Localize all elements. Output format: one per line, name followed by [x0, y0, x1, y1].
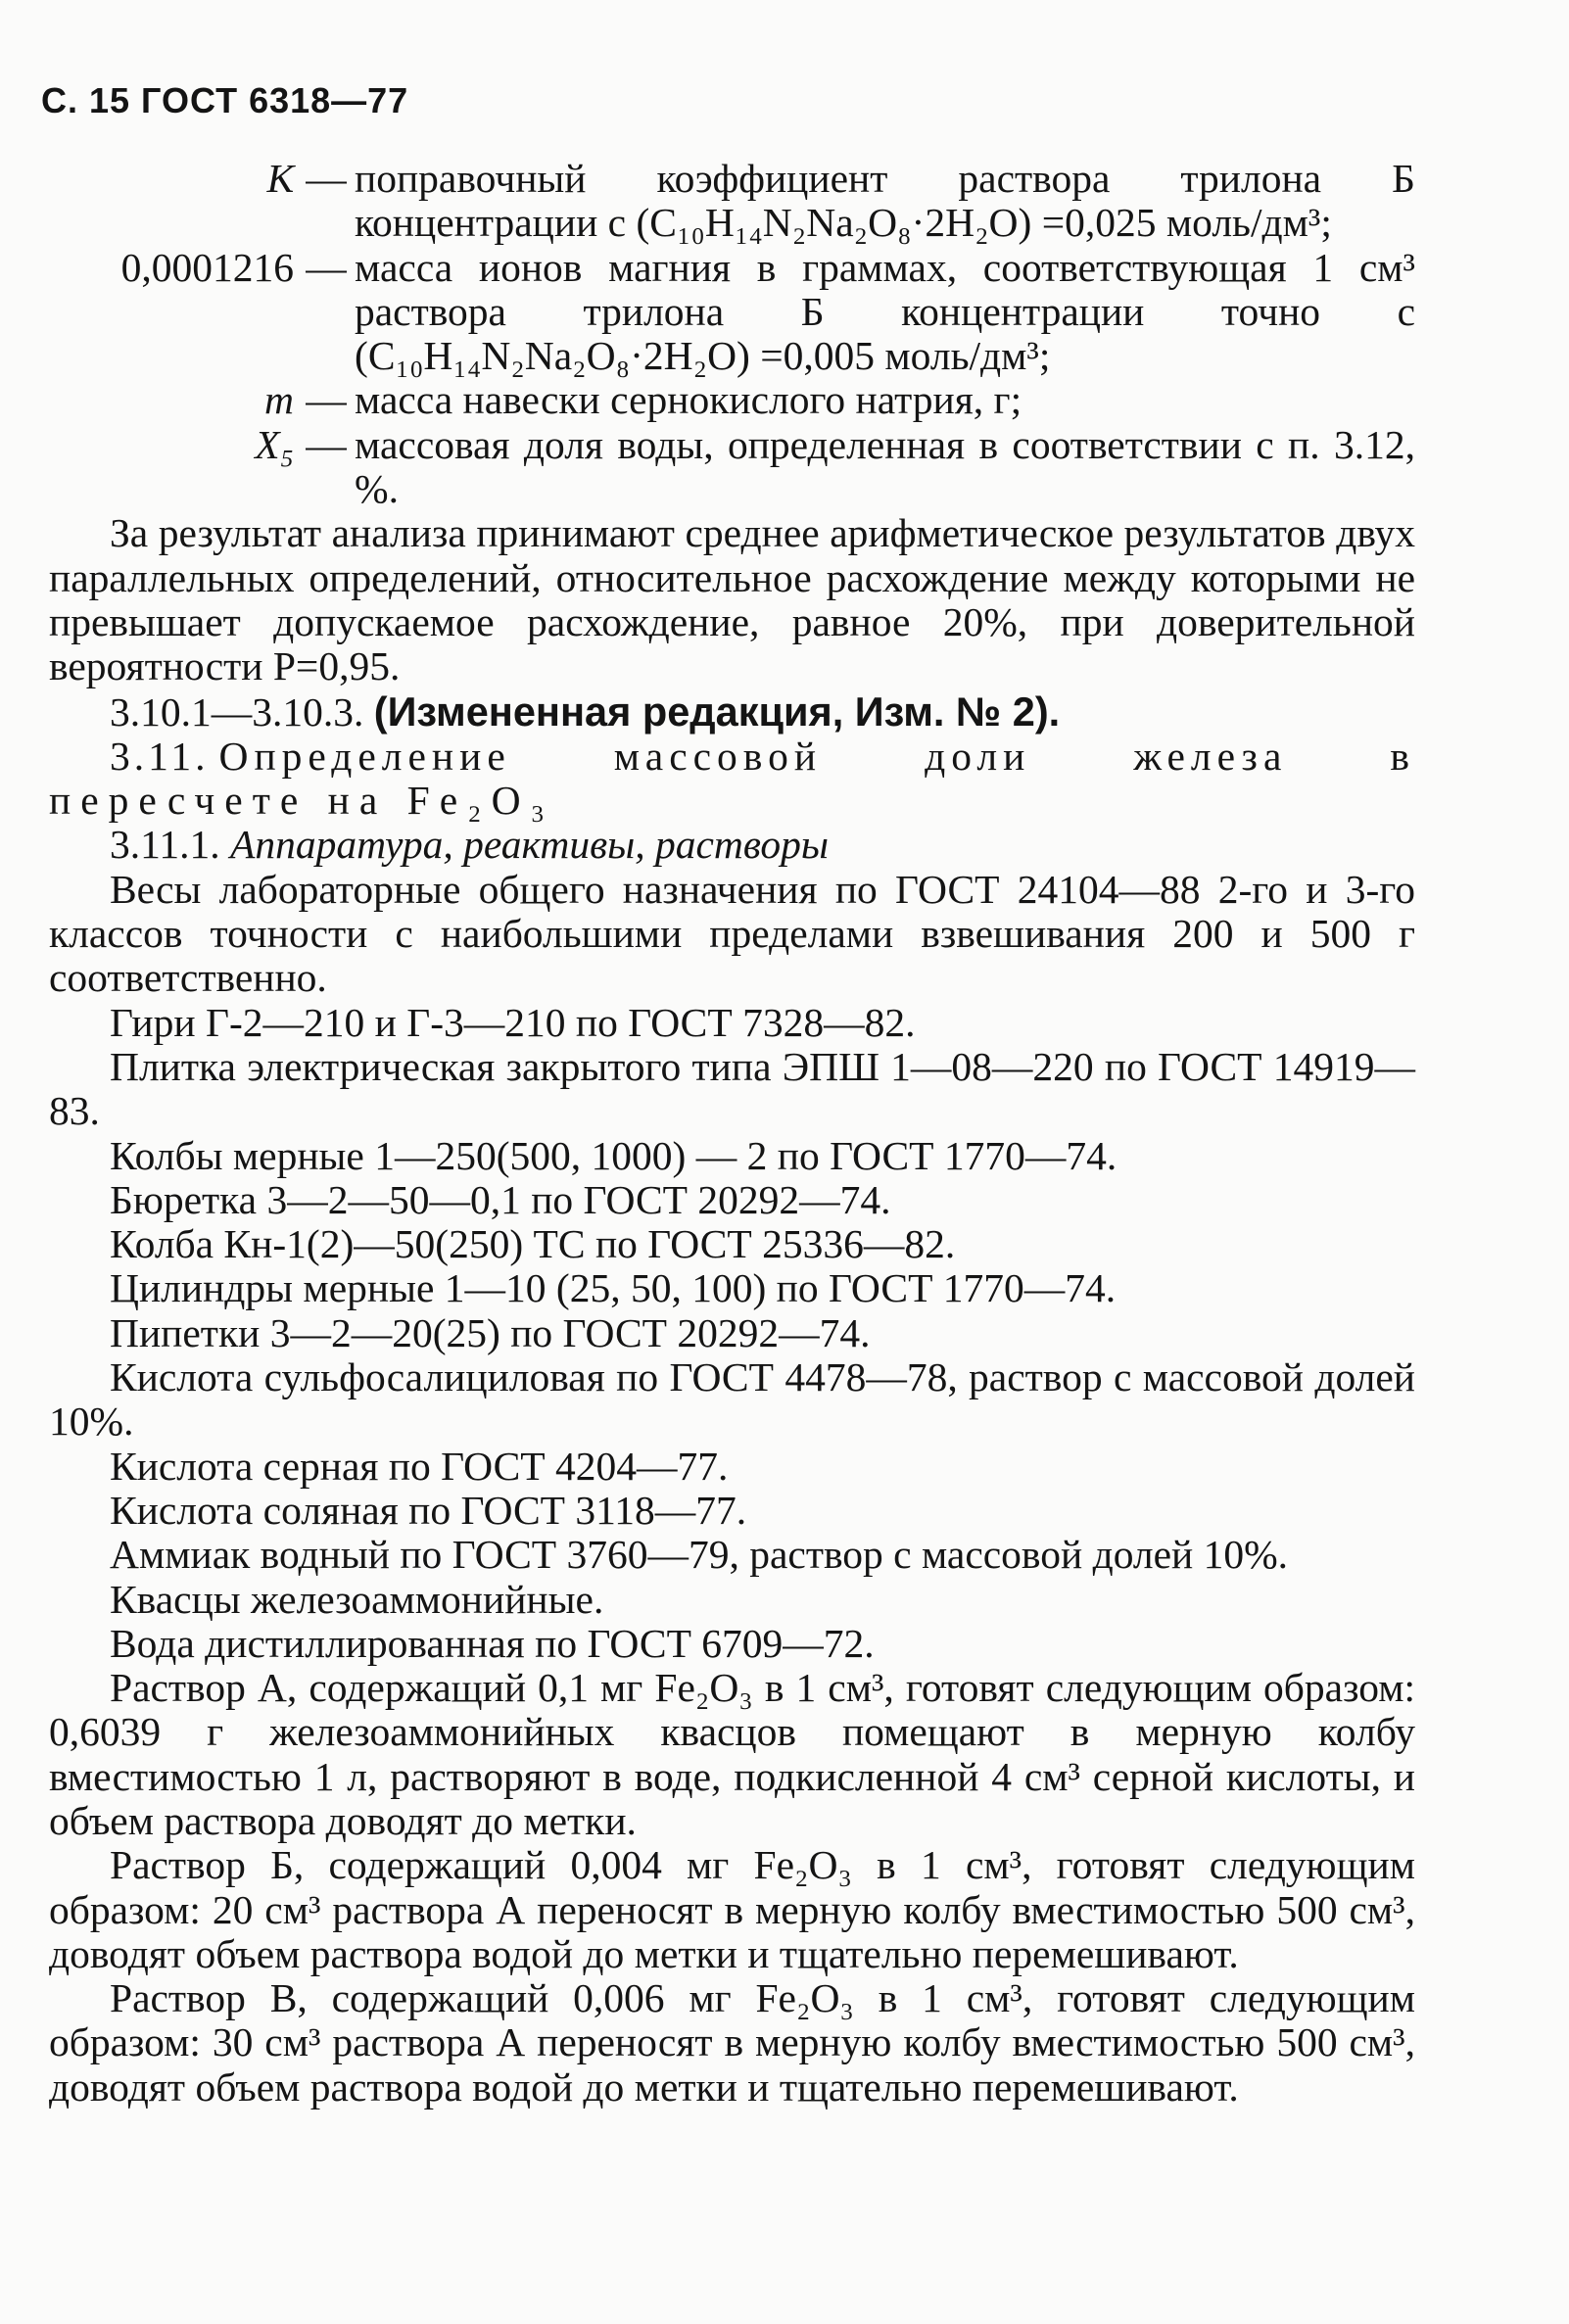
- definition-dash: —: [306, 421, 347, 467]
- amendment-bold: (Измененная редакция, Изм. № 2).: [373, 688, 1061, 735]
- definition-item: [49, 157, 1415, 246]
- list-item: Колба Кн-1(2)—50(250) ТС по ГОСТ 25336—82.: [110, 1221, 956, 1267]
- definition-text: поправочный коэффициент раствора трилона Б концентрации c (C₁₀H₁₄N₂Na₂O₈·2H₂O) =0,025 моль/дм³;: [355, 156, 1415, 246]
- section-number: 3.11.: [110, 733, 210, 779]
- definition-dash: —: [306, 377, 347, 423]
- subsection-title: Аппаратура, реактивы, растворы: [229, 822, 829, 868]
- definition-text: масса навески сернокислого натрия, г;: [355, 377, 1022, 423]
- list-item: Кислота соляная по ГОСТ 3118—77.: [110, 1487, 747, 1533]
- subsection-heading-3-11-1: [49, 823, 1415, 867]
- list-item: Гири Г-2—210 и Г-3—210 по ГОСТ 7328—82.: [110, 999, 916, 1045]
- section-title-continued: пересчете на Fe₂O₃: [49, 778, 555, 824]
- definition-dash: —: [306, 244, 347, 290]
- definition-symbol: X₅: [255, 421, 294, 467]
- list-item: Аммиак водный по ГОСТ 3760—79, раствор с массовой долей 10%.: [110, 1532, 1289, 1578]
- list-item: Кислота серная по ГОСТ 4204—77.: [110, 1443, 729, 1489]
- definition-dash: —: [306, 156, 347, 201]
- solution-paragraph: Раствор В, содержащий 0,006 мг Fe₂O₃ в 1 см³, готовят следующим образом: 30 см³ раствора А переносят в мерную колбу вместимостью 500 см³, доводят объем раствора водой до метки и тщательно перемешивают.: [49, 1975, 1415, 2110]
- definition-item: [49, 378, 1415, 422]
- list-item: Вода дистиллированная по ГОСТ 6709—72.: [110, 1620, 875, 1666]
- definitions-list: [49, 157, 1415, 511]
- definition-symbol: 0,0001216: [120, 244, 294, 290]
- list-item: Колбы мерные 1—250(500, 1000) — 2 по ГОСТ 1770—74.: [110, 1132, 1117, 1178]
- section-heading-3-11: [49, 735, 1415, 779]
- list-item: Пипетки 3—2—20(25) по ГОСТ 20292—74.: [110, 1309, 871, 1355]
- definition-text: массовая доля воды, определенная в соответствии с п. 3.12, %.: [355, 421, 1415, 512]
- definition-text: масса ионов магния в граммах, соответствующая 1 см³ раствора трилона Б концентрации точно c (C₁₀H₁₄N₂Na₂O₈·2H₂O) =0,005 моль/дм³;: [355, 244, 1415, 379]
- list-item: Кислота сульфосалициловая по ГОСТ 4478—78, раствор с массовой долей 10%.: [49, 1354, 1415, 1445]
- amendment-note: [49, 689, 1415, 735]
- result-paragraph: За результат анализа принимают среднее арифметическое результатов двух параллельных определений, относительное расхождение между которыми не превышает допускаемое расхождение, равное 20%, при доверительной вероятности P=0,95.: [49, 510, 1415, 689]
- definition-item: [49, 246, 1415, 379]
- definition-item: [49, 423, 1415, 512]
- page-content: [49, 157, 1415, 2110]
- list-item: Квасцы железоаммонийные.: [110, 1576, 604, 1622]
- list-item: Плитка электрическая закрытого типа ЭПШ 1—08—220 по ГОСТ 14919—83.: [49, 1043, 1415, 1134]
- amendment-ref: 3.10.1—3.10.3.: [110, 688, 364, 735]
- solution-paragraph: Раствор Б, содержащий 0,004 мг Fe₂O₃ в 1 см³, готовят следующим образом: 20 см³ раствора А переносят в мерную колбу вместимостью 500 см³, доводят объем раствора водой до метки и тщательно перемешивают.: [49, 1842, 1415, 1976]
- subsection-number: 3.11.1.: [110, 822, 220, 868]
- definition-symbol: К: [266, 156, 294, 201]
- solution-paragraph: Раствор А, содержащий 0,1 мг Fe₂O₃ в 1 см³, готовят следующим образом: 0,6039 г железоаммонийных квасцов помещают в мерную колбу вместимостью 1 л, растворяют в воде, подкисленной 4 см³ серной кислоты, и объем раствора доводят до метки.: [49, 1665, 1415, 1843]
- section-title: Определение массовой доли железа в: [218, 733, 1415, 779]
- definition-symbol: m: [264, 377, 294, 423]
- list-item: Весы лабораторные общего назначения по ГОСТ 24104—88 2-го и 3-го классов точности с наибольшими пределами взвешивания 200 и 500 г соответственно.: [49, 866, 1415, 1001]
- list-item: Бюретка 3—2—50—0,1 по ГОСТ 20292—74.: [110, 1176, 891, 1222]
- page-header: С. 15 ГОСТ 6318—77: [41, 80, 409, 120]
- list-item: Цилиндры мерные 1—10 (25, 50, 100) по ГОСТ 1770—74.: [110, 1265, 1117, 1311]
